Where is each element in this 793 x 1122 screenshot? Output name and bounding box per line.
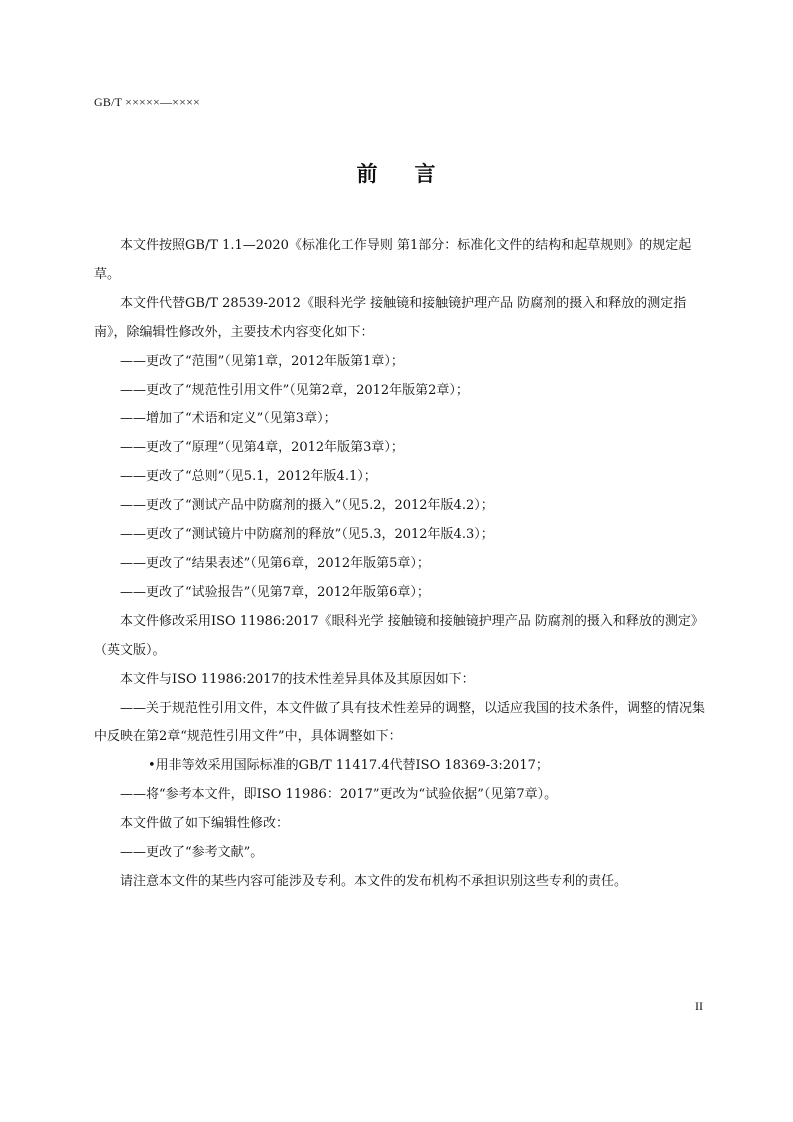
change-item-release: ——更改了“测试镜片中防腐剂的释放”（见5.3，2012年版4.3）； (120, 527, 494, 543)
paragraph-differences: 本文件与ISO 11986:2017的技术性差异具体及其原因如下： (120, 671, 475, 687)
paragraph-editorial: 本文件做了如下编辑性修改： (120, 816, 290, 832)
change-item-normative-references: ——更改了“规范性引用文件”（见第2章，2012年版第2章）； (120, 382, 469, 398)
title-char-2: 言 (414, 162, 437, 186)
change-item-report: ——更改了“试验报告”（见第7章，2012年版第6章）； (120, 584, 430, 600)
change-item-uptake: ——更改了“测试产品中防腐剂的摄入”（见5.2，2012年版4.2）； (120, 498, 494, 514)
page-title (0, 158, 793, 188)
paragraph-drafting-rule: 本文件按照GB/T 1.1—2020《标准化工作导则 第1部分：标准化文件的结构和起草规则》的规定起草。 (94, 238, 692, 282)
difference-subitem: •用非等效采用国际标准的GB/T 11417.4代替ISO 18369-3:2017； (148, 758, 549, 774)
page-number: II (695, 999, 703, 1013)
editorial-item-bibliography: ——更改了“参考文献”。 (120, 845, 264, 861)
title-char-1: 前 (356, 162, 379, 186)
difference-item-references: ——关于规范性引用文件，本文件做了具有技术性差异的调整，以适应我国的技术条件，调整的情况集中反映在第2章“规范性引用文件”中，具体调整如下： (94, 700, 706, 745)
change-item-principle: ——更改了“原理”（见第4章，2012年版第3章）； (120, 440, 404, 456)
foreword-body (94, 232, 716, 897)
change-item-results: ——更改了“结果表述”（见第6章，2012年版第5章）； (120, 555, 430, 571)
paragraph-patent-notice: 请注意本文件的某些内容可能涉及专利。本文件的发布机构不承担识别这些专利的责任。 (120, 873, 628, 889)
difference-item-test-basis: ——将“参考本文件，即ISO 11986：2017”更改为“试验依据”（见第7章）。 (120, 787, 558, 803)
change-item-scope: ——更改了“范围”（见第1章，2012年版第1章）； (120, 353, 404, 369)
document-code: GB/T ×××××—×××× (94, 95, 201, 109)
paragraph-iso-adoption: 本文件修改采用ISO 11986:2017《眼科光学 接触镜和接触镜护理产品 防腐剂的摄入和释放的测定》（英文版）。 (94, 613, 704, 658)
change-item-general: ——更改了“总则”（见5.1，2012年版4.1）； (120, 469, 377, 485)
change-item-terms: ——增加了“术语和定义”（见第3章）； (120, 411, 337, 427)
paragraph-replacement: 本文件代替GB/T 28539-2012《眼科光学 接触镜和接触镜护理产品 防腐剂的摄入和释放的测定指南》，除编辑性修改外，主要技术内容变化如下： (94, 295, 687, 340)
